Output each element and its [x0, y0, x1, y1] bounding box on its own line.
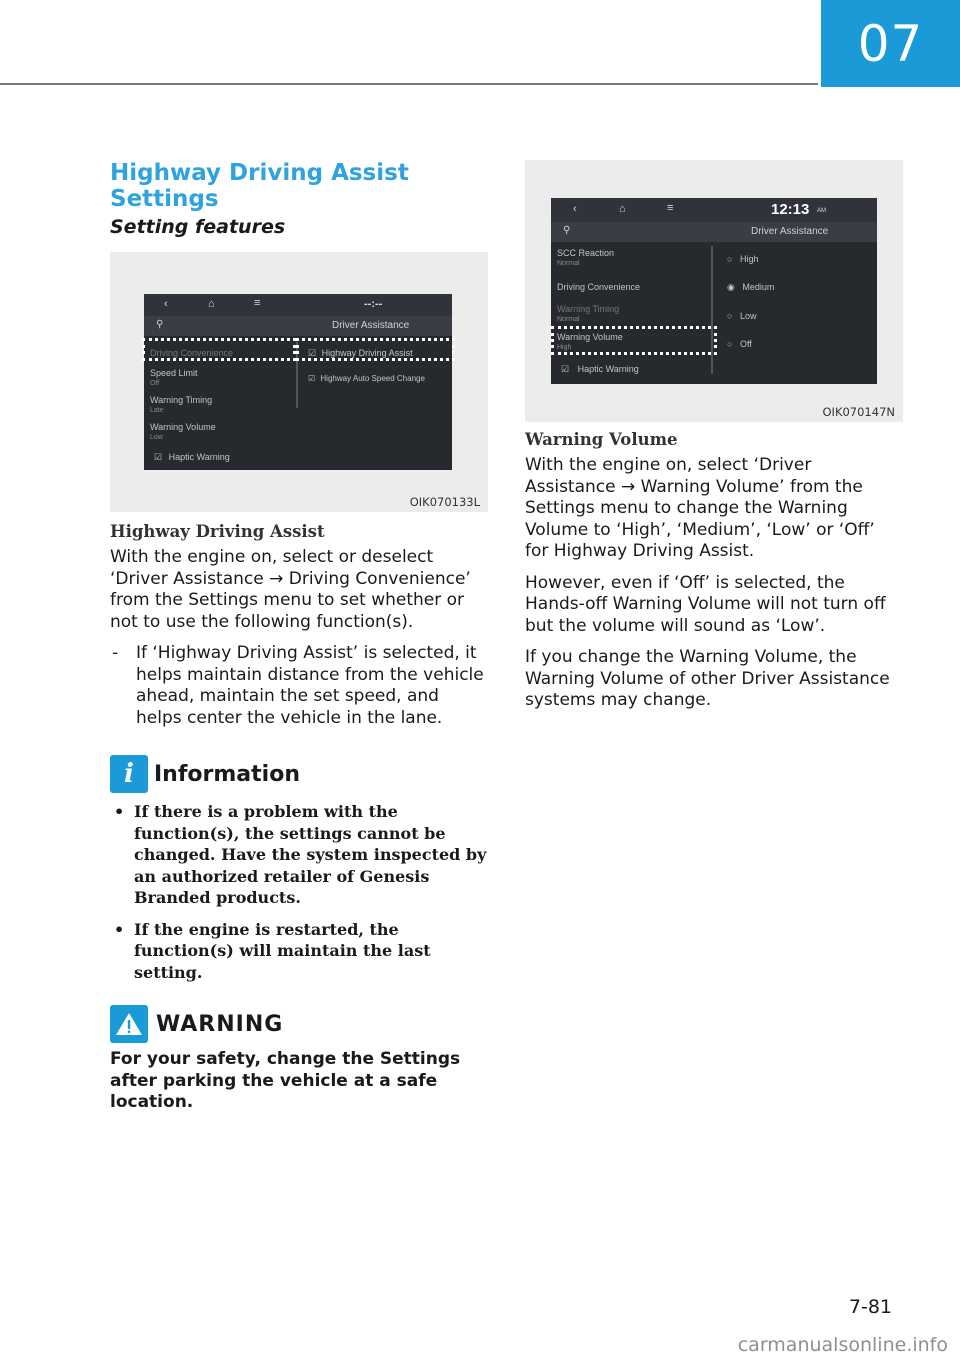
sub-title: Setting features [110, 216, 286, 238]
screen-clock: 12:13 [771, 201, 810, 218]
option-item-selected: ◉ Medium [727, 282, 775, 292]
right-column [525, 160, 903, 722]
screen-header: Driver Assistance [751, 226, 829, 237]
page-number: 7-81 [848, 1296, 892, 1318]
menu-item: Speed Limit [150, 368, 198, 378]
warning-text: For your safety, change the Settings after parking the vehicle at a safe location. [110, 1049, 461, 1112]
back-icon: ‹ [164, 298, 168, 310]
home-icon: ⌂ [619, 203, 626, 215]
info-icon: i [110, 755, 148, 793]
screen-ampm: AM [817, 208, 826, 214]
left-column [110, 160, 488, 1114]
information-list [110, 801, 488, 983]
radio-icon: ○ [727, 339, 733, 349]
menu-item: Warning Timing [557, 304, 620, 314]
menu-item-value: Late [150, 407, 164, 414]
checkbox-icon: ☑ [561, 364, 570, 374]
watermark: carmanualsonline.info [737, 1334, 948, 1356]
figure-warning-volume [525, 160, 903, 422]
menu-item: SCC Reaction [557, 248, 615, 258]
menu-item: Driving Convenience [557, 282, 641, 292]
highlight-box [551, 326, 717, 355]
menu-item: ☑ Haptic Warning [154, 452, 230, 462]
list-item: • If there is a problem with the function(s), the settings cannot be changed. Have the system inspected by an authorized retailer of Genesis Branded products. [114, 802, 487, 907]
screen-header-bar [144, 316, 452, 336]
menu-item-value: Off [150, 380, 160, 387]
back-icon: ‹ [573, 203, 577, 215]
menu-item-value: High [557, 344, 572, 351]
screen-clock: --:-- [364, 298, 383, 310]
option-item: ☑ Highway Auto Speed Change [308, 374, 425, 383]
chapter-number: 07 [857, 14, 924, 73]
radio-selected-icon: ◉ [727, 282, 735, 292]
checkbox-icon: ☑ [308, 348, 317, 358]
checkbox-icon: ☑ [154, 452, 163, 462]
menu-item: Driving Convenience [150, 348, 234, 358]
highlight-box [142, 338, 296, 361]
figure-code: OIK070147N [822, 405, 895, 419]
search-icon: ⚲ [156, 319, 164, 330]
paragraph-heading: Warning Volume [525, 430, 678, 449]
menu-icon: ≡ [667, 202, 674, 214]
information-heading [110, 755, 488, 793]
list-item: • If the engine is restarted, the function(s) will maintain the last setting. [114, 919, 431, 982]
screen-warning-volume [551, 198, 877, 384]
header-rule [0, 83, 818, 85]
menu-item-value: Normal [557, 316, 580, 323]
highlight-box [296, 338, 455, 361]
menu-icon: ≡ [254, 297, 261, 309]
body-text: If you change the Warning Volume, the Warning Volume of other Driver Assistance systems may change. [525, 647, 890, 710]
radio-icon: ○ [727, 254, 733, 264]
menu-item: Warning Volume [150, 422, 216, 432]
home-icon: ⌂ [208, 298, 215, 310]
information-title: Information [154, 761, 300, 787]
option-item: ○ Off [727, 339, 752, 349]
menu-item-value: Normal [557, 260, 580, 267]
screen-topbar [551, 198, 877, 222]
body-text: However, even if ‘Off’ is selected, the Hands-off Warning Volume will not turn off but the volume will sound as ‘Low’. [525, 572, 886, 636]
dash-list [110, 643, 488, 729]
body-text: With the engine on, select ‘Driver Assistance → Warning Volume’ from the Settings menu to change the Warning Volume to ‘High’, ‘Medium’, ‘Low’ or ‘Off’ for Highway Driving Assist. [525, 455, 875, 561]
option-item: ○ Low [727, 311, 757, 321]
figure-driving-convenience [110, 252, 488, 512]
warning-heading [110, 1005, 488, 1043]
chapter-tab [821, 0, 960, 87]
screen-driving-convenience [144, 294, 452, 470]
menu-item-value: Low [150, 434, 163, 441]
option-item: ○ High [727, 254, 759, 264]
warning-icon [110, 1005, 148, 1043]
screen-header: Driver Assistance [332, 320, 410, 331]
menu-item: ☑ Haptic Warning [561, 364, 639, 374]
checkbox-icon: ☑ [308, 374, 316, 383]
section-title: Highway Driving Assist Settings [110, 160, 409, 212]
screen-topbar [144, 294, 452, 316]
menu-item: Warning Timing [150, 395, 213, 405]
screen-header-bar [551, 222, 877, 242]
menu-item: Warning Volume [557, 332, 623, 342]
search-icon: ⚲ [563, 225, 571, 236]
option-item: ☑ Highway Driving Assist [308, 348, 413, 358]
paragraph-heading: Highway Driving Assist [110, 522, 325, 541]
warning-title: WARNING [156, 1011, 284, 1037]
list-item: - If ‘Highway Driving Assist’ is selected, it helps maintain distance from the vehicle ahead, maintain the set speed, and helps center the vehicle in the lane. [112, 643, 484, 728]
radio-icon: ○ [727, 311, 733, 321]
figure-code: OIK070133L [409, 495, 480, 509]
body-text: With the engine on, select or deselect ‘Driver Assistance → Driving Convenience’ from the Settings menu to set whether or not to use the following function(s). [110, 547, 471, 632]
